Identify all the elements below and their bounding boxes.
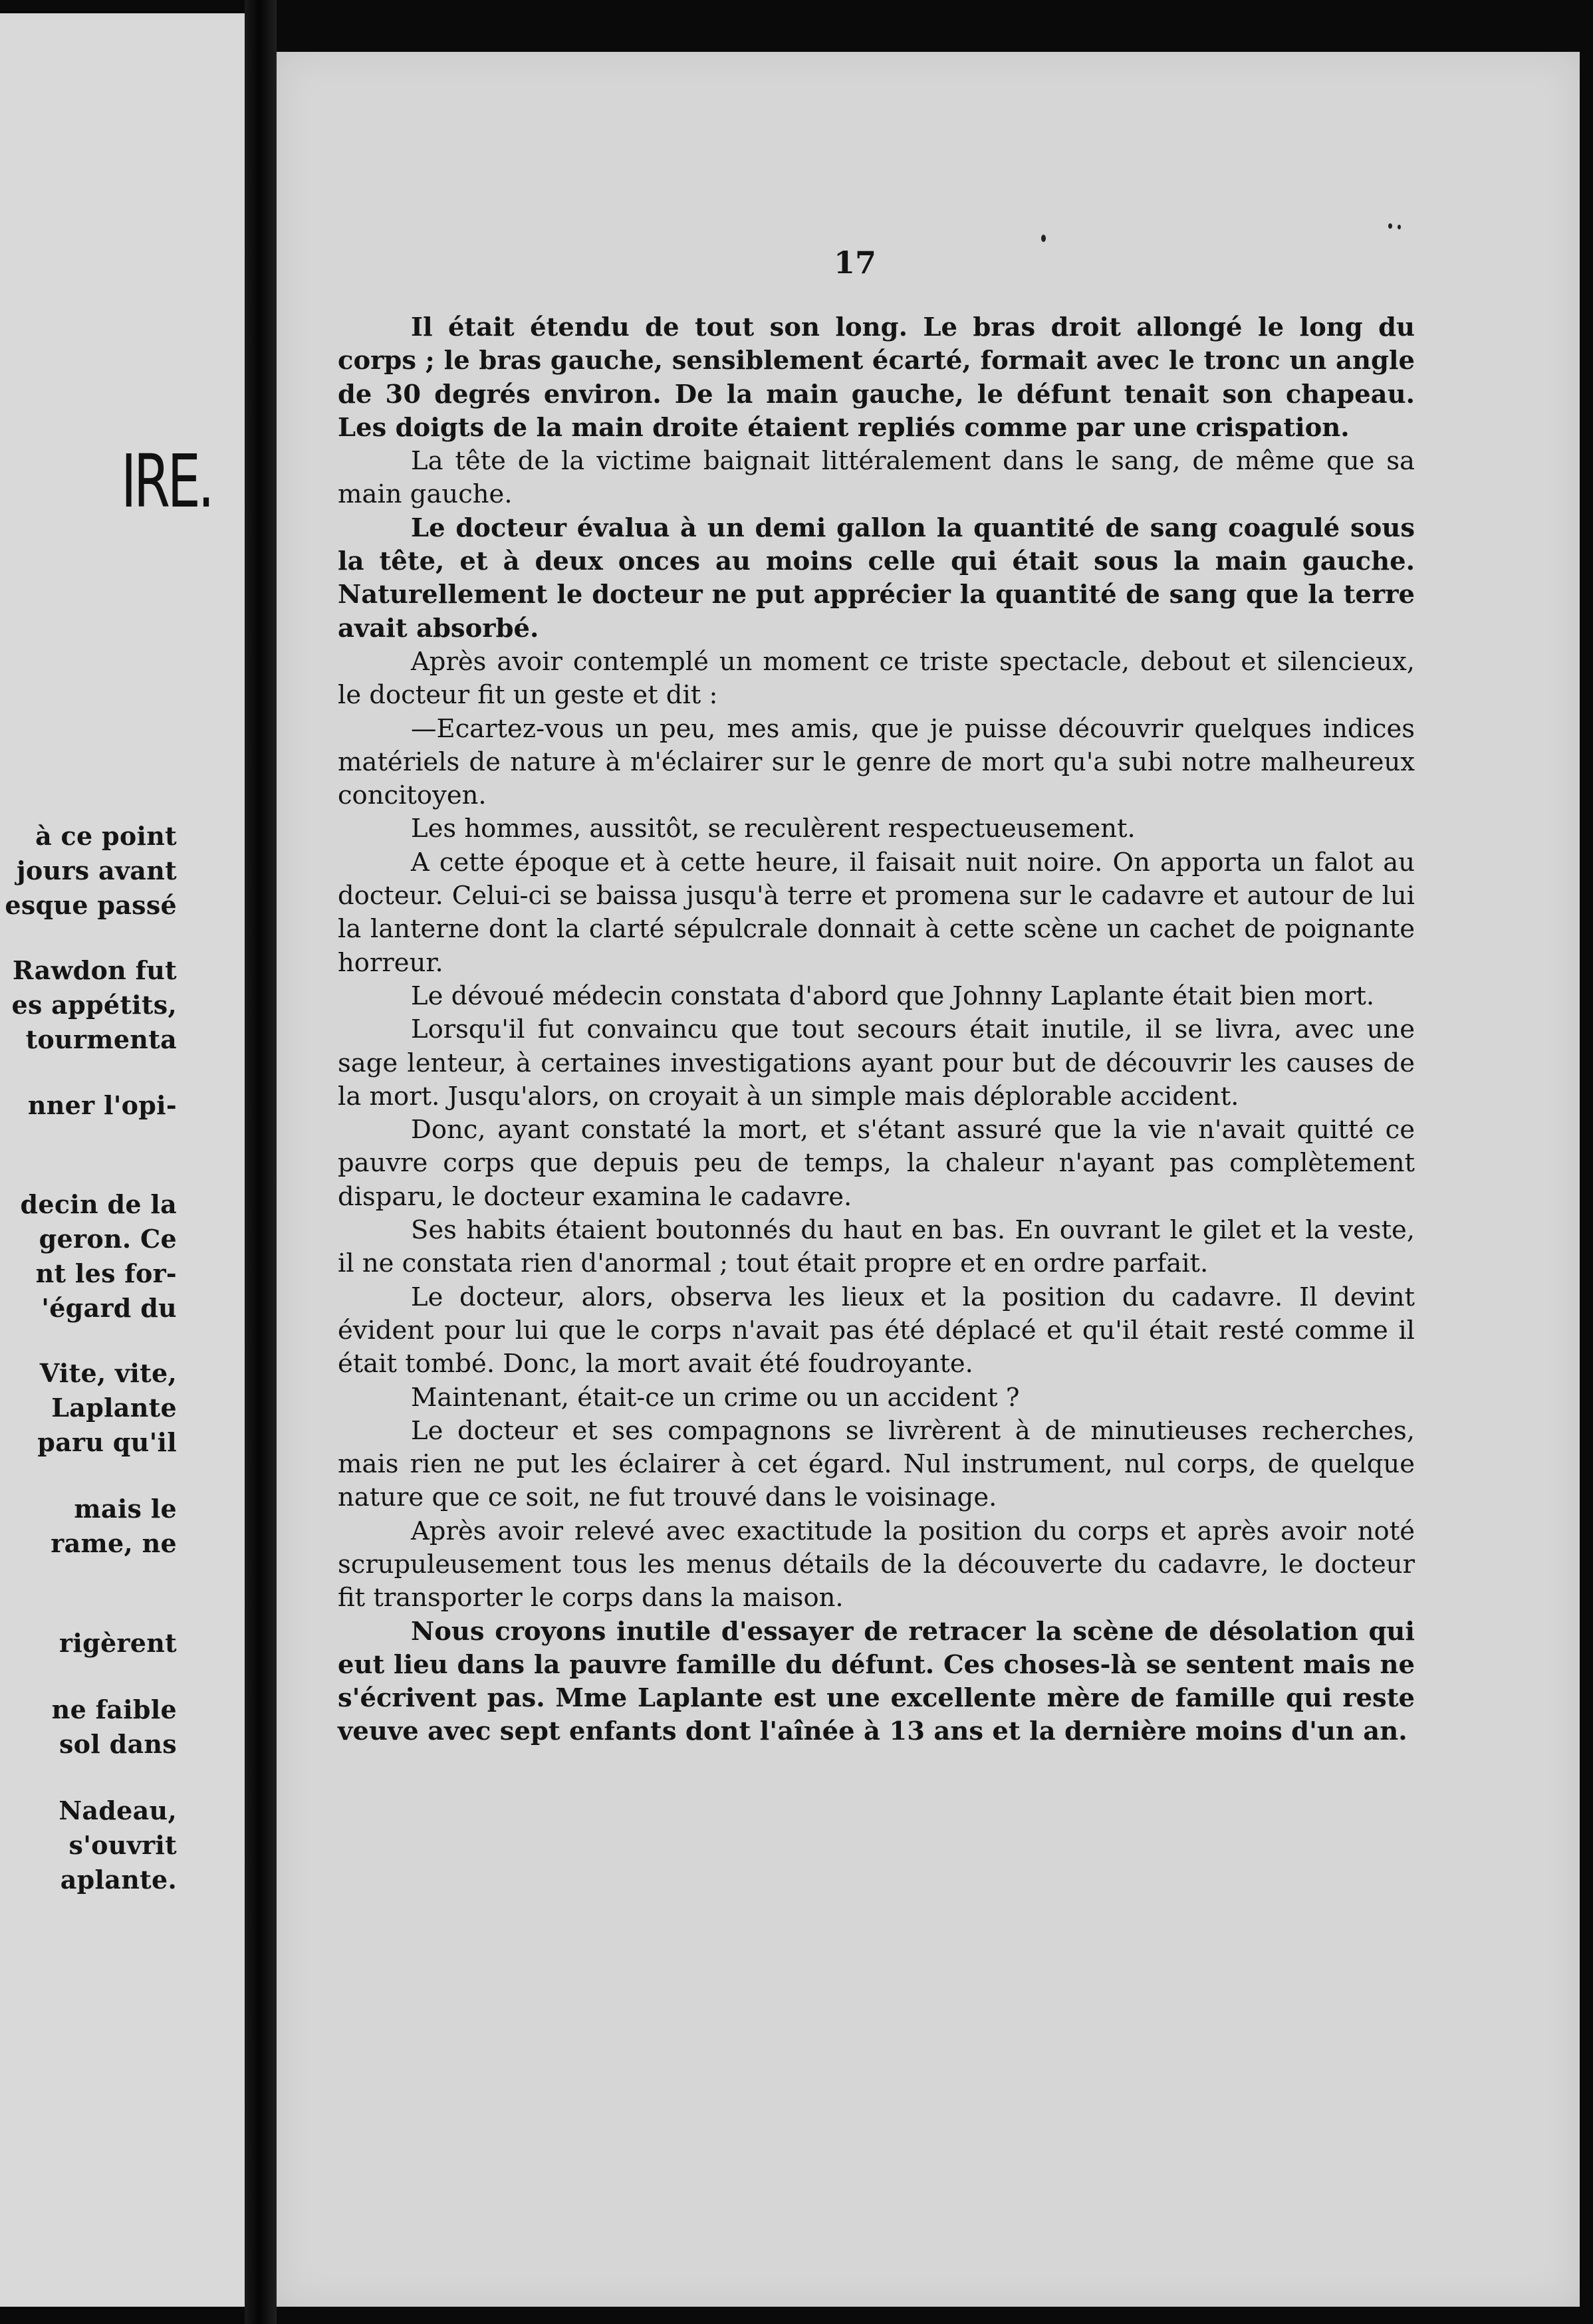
paragraph: A cette époque et à cette heure, il faisait nuit noire. On apporta un falot au docteur. Celui-ci se baissa jusqu'à terre et promena sur le cadavre et autour de lui la lanterne dont la clarté sépulcrale donnait à cette scène un cachet de poignante horreur. bbox=[338, 847, 1415, 978]
facing-page-line: Vite, vite, bbox=[39, 1358, 177, 1388]
facing-page-line: Rawdon fut bbox=[12, 955, 177, 985]
book-page bbox=[277, 52, 1580, 2307]
facing-page-line: rigèrent bbox=[59, 1628, 177, 1658]
facing-page-line: 'égard du bbox=[41, 1293, 177, 1323]
facing-page-line: nt les for- bbox=[35, 1258, 177, 1288]
facing-page-line: rame, ne bbox=[51, 1528, 177, 1558]
paragraph: Le docteur et ses compagnons se livrèrent à de minutieuses recherches, mais rien ne put les éclairer à cet égard. Nul instrument, nul corps, de quelque nature que ce soit, ne fut trouvé dans le voisinage. bbox=[338, 1415, 1415, 1513]
facing-page-line: aplante. bbox=[60, 1865, 177, 1895]
facing-page-line: ne faible bbox=[51, 1694, 177, 1724]
facing-page-line: es appétits, bbox=[11, 990, 177, 1020]
paragraph: —Ecartez-vous un peu, mes amis, que je puisse découvrir quelques indices matériels de nature à m'éclairer sur le genre de mort qu'a subi notre malheureux concitoyen. bbox=[338, 713, 1415, 811]
paragraph: La tête de la victime baignait littéralement dans le sang, de même que sa main gauche. bbox=[338, 446, 1415, 510]
facing-page-line: geron. Ce bbox=[39, 1224, 177, 1254]
paragraph: Le docteur, alors, observa les lieux et la position du cadavre. Il devint évident pour lui que le corps n'avait pas été déplacé et qu'il était resté comme il était tombé. Donc, la mort avait été foudroyante. bbox=[338, 1282, 1415, 1379]
paragraph: Nous croyons inutile d'essayer de retracer la scène de désolation qui eut lieu dans la pauvre famille du défunt. Ces choses-là se sentent mais ne s'écrivent pas. Mme Laplante est une excellente mère de famille qui reste veuve avec sept enfants dont l'aînée à 13 ans et la dernière moins d'un an. bbox=[338, 1616, 1415, 1747]
facing-page-line: Laplante bbox=[51, 1393, 177, 1423]
facing-page-line: mais le bbox=[74, 1494, 177, 1524]
facing-page-line: à ce point bbox=[35, 821, 177, 851]
facing-page-line: Nadeau, bbox=[59, 1796, 177, 1825]
paragraph: Maintenant, était-ce un crime ou un accident ? bbox=[411, 1382, 1020, 1413]
paragraph: Les hommes, aussitôt, se reculèrent respectueusement. bbox=[411, 814, 1136, 844]
facing-page-line: nner l'opi- bbox=[27, 1090, 177, 1120]
facing-page-line: decin de la bbox=[20, 1189, 177, 1219]
paragraph: Le docteur évalua à un demi gallon la quantité de sang coagulé sous la tête, et à deux onces au moins celle qui était sous la main gauche. Naturellement le docteur ne put apprécier la quantité de sang que la terre avait absorbé. bbox=[338, 513, 1415, 643]
facing-page-line: jours avant bbox=[16, 856, 177, 885]
facing-page-line: esque passé bbox=[5, 890, 177, 920]
facing-page-line: sol dans bbox=[59, 1729, 177, 1759]
paragraph: Après avoir relevé avec exactitude la position du corps et après avoir noté scrupuleusement tous les menus détails de la découverte du cadavre, le docteur fit transporter le corps dans la maison. bbox=[338, 1516, 1415, 1613]
facing-page-line: paru qu'il bbox=[37, 1427, 177, 1457]
ink-speck bbox=[1388, 223, 1392, 229]
ink-speck bbox=[1398, 225, 1401, 229]
book-gutter bbox=[245, 0, 277, 2324]
facing-page bbox=[0, 13, 245, 2307]
facing-page-line: tourmenta bbox=[25, 1024, 177, 1054]
facing-page-line: s'ouvrit bbox=[68, 1830, 177, 1860]
page-number: 17 bbox=[834, 245, 877, 281]
paragraph: Ses habits étaient boutonnés du haut en bas. En ouvrant le gilet et la veste, il ne constata rien d'anormal ; tout était propre et en ordre parfait. bbox=[338, 1215, 1415, 1279]
paragraph: Lorsqu'il fut convaincu que tout secours était inutile, il se livra, avec une sage lenteur, à certaines investigations ayant pour but de découvrir les causes de la mort. Jusqu'alors, on croyait à un simple mais déplorable accident. bbox=[338, 1014, 1415, 1111]
ink-speck bbox=[1041, 235, 1046, 242]
paragraph: Il était étendu de tout son long. Le bras droit allongé le long du corps ; le bras gauche, sensiblement écarté, formait avec le tronc un angle de 30 degrés environ. De la main gauche, le défunt tenait son chapeau. Les doigts de la main droite étaient repliés comme par une crispation. bbox=[338, 312, 1415, 443]
paragraph: Donc, ayant constaté la mort, et s'étant assuré que la vie n'avait quitté ce pauvre corps que depuis peu de temps, la chaleur n'ayant pas complètement disparu, le docteur examina le cadavre. bbox=[338, 1115, 1415, 1212]
paragraph: Après avoir contemplé un moment ce triste spectacle, debout et silencieux, le docteur fit un geste et dit : bbox=[338, 646, 1415, 711]
page-body bbox=[338, 311, 1415, 1749]
facing-page-heading: IRE. bbox=[120, 439, 211, 524]
paragraph: Le dévoué médecin constata d'abord que Johnny Laplante était bien mort. bbox=[411, 981, 1375, 1011]
